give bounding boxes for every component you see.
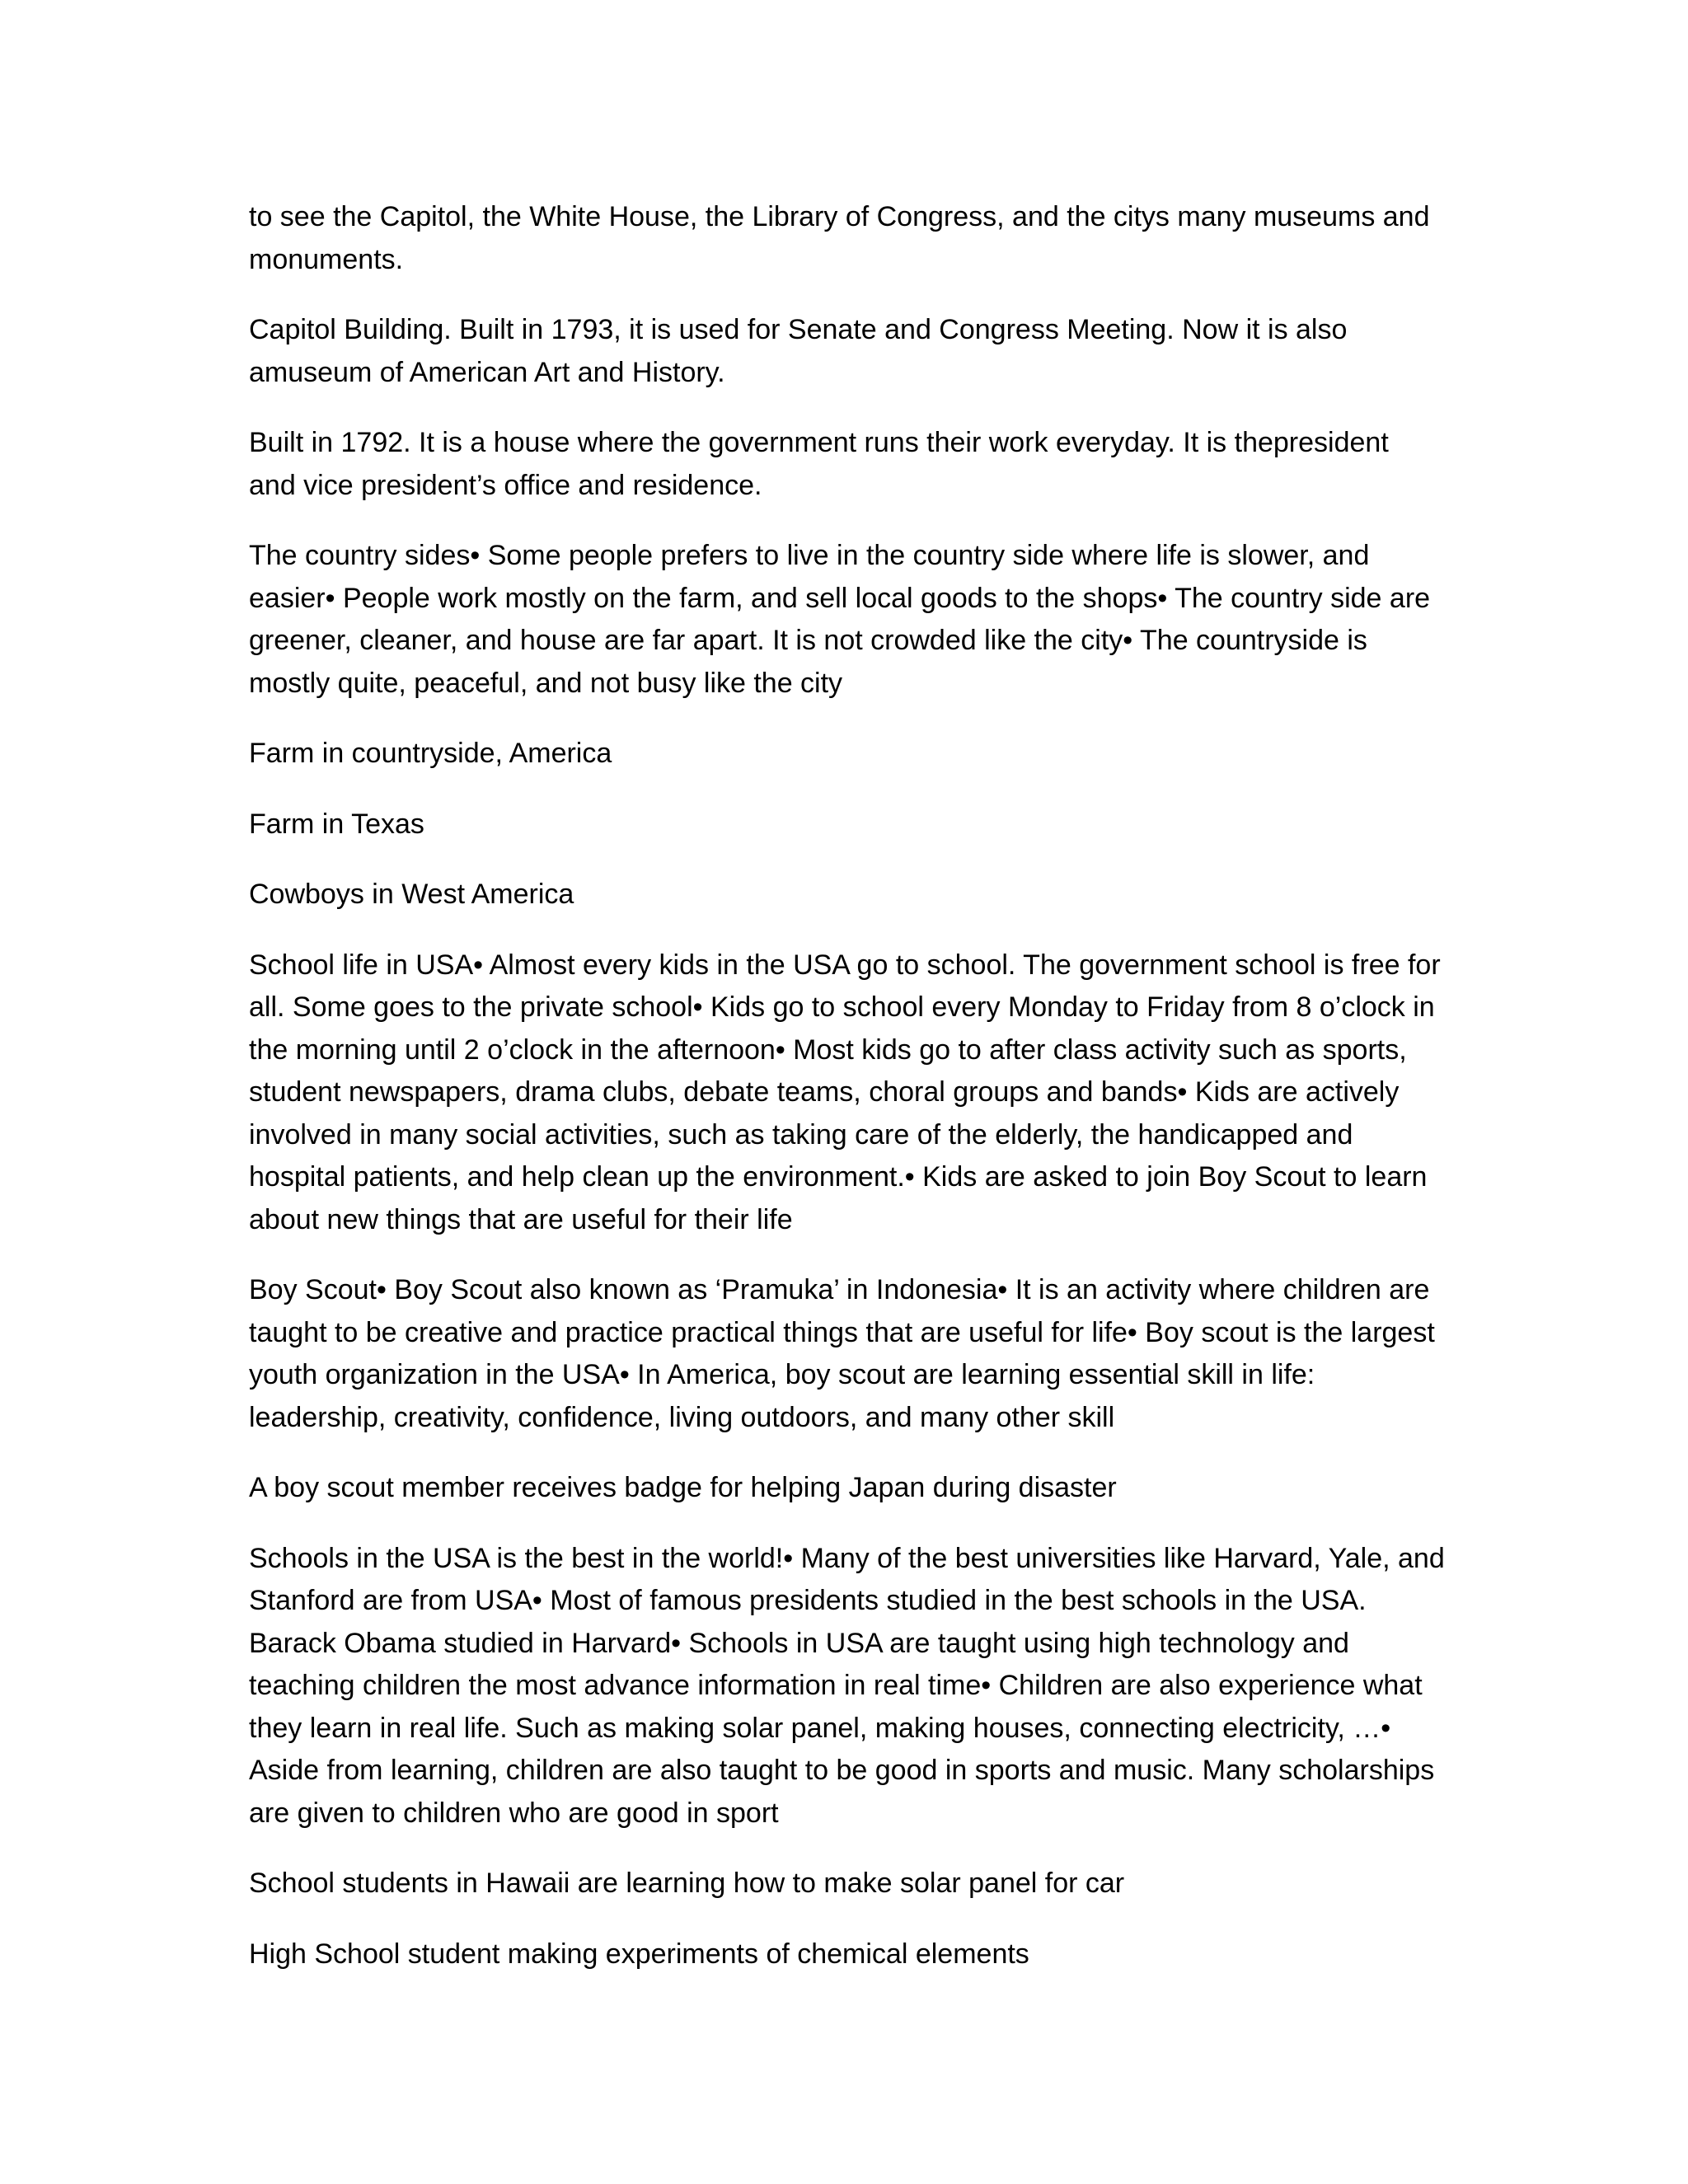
caption-chemical-experiments [249,1933,1452,1976]
paragraph-capitol-visit [249,196,1452,281]
text-line: greener, cleaner, and house are far apart. It is not crowded like the city• The countryside is [249,625,1367,656]
text-line: Cowboys in West America [249,879,574,910]
text-line: youth organization in the USA• In America, boy scout are learning essential skill in life: [249,1359,1315,1390]
text-line: Capitol Building. Built in 1793, it is used for Senate and Congress Meeting. Now it is also [249,314,1348,345]
text-line: student newspapers, drama clubs, debate teams, choral groups and bands• Kids are actively [249,1076,1400,1108]
text-line: about new things that are useful for their life [249,1203,793,1235]
text-line: leadership, creativity, confidence, living outdoors, and many other skill [249,1401,1115,1433]
text-line: School life in USA• Almost every kids in the USA go to school. The government school is free for [249,949,1441,981]
text-line: Barack Obama studied in Harvard• Schools in USA are taught using high technology and [249,1627,1349,1659]
text-line: they learn in real life. Such as making solar panel, making houses, connecting electricity, …• [249,1712,1391,1744]
paragraph-school-life [249,944,1452,1242]
text-line: to see the Capitol, the White House, the Library of Congress, and the citys many museums and [249,201,1430,232]
caption-hawaii-solar [249,1863,1452,1905]
text-line: teaching children the most advance information in real time• Children are also experience what [249,1670,1423,1701]
document-body [249,196,1452,2004]
text-line: Farm in Texas [249,808,424,840]
text-line: Farm in countryside, America [249,738,612,769]
text-line: High School student making experiments of chemical elements [249,1938,1029,1970]
text-line: monuments. [249,243,404,275]
caption-farm-texas [249,804,1452,846]
paragraph-boy-scout [249,1269,1452,1439]
text-line: School students in Hawaii are learning how to make solar panel for car [249,1868,1125,1899]
text-line: amuseum of American Art and History. [249,356,725,388]
text-line: The country sides• Some people prefers to live in the country side where life is slower, and [249,540,1370,571]
text-line: involved in many social activities, such as taking care of the elderly, the handicapped and [249,1118,1353,1151]
paragraph-white-house [249,422,1452,507]
caption-cowboys [249,874,1452,916]
text-line: are given to children who are good in sport [249,1797,779,1829]
text-line: and vice president’s office and residence. [249,469,762,501]
caption-farm-countryside [249,733,1452,776]
text-line: taught to be creative and practice practical things that are useful for life• Boy scout is the largest [249,1316,1435,1348]
text-line: Stanford are from USA• Most of famous presidents studied in the best schools in the USA. [249,1585,1367,1616]
text-line: A boy scout member receives badge for helping Japan during disaster [249,1472,1117,1503]
text-line: Aside from learning, children are also taught to be good in sports and music. Many scholarships [249,1755,1435,1786]
caption-boy-scout-badge [249,1467,1452,1510]
text-line: hospital patients, and help clean up the environment.• Kids are asked to join Boy Scout to learn [249,1161,1428,1193]
text-line: Boy Scout• Boy Scout also known as ‘Pramuka’ in Indonesia• It is an activity where children are [249,1274,1430,1305]
text-line: mostly quite, peaceful, and not busy like the city [249,667,843,699]
paragraph-schools-best [249,1538,1452,1835]
text-line: all. Some goes to the private school• Kids go to school every Monday to Friday from 8 o’clock in [249,991,1435,1023]
text-line: Built in 1792. It is a house where the government runs their work everyday. It is thepresident [249,427,1389,458]
text-line: easier• People work mostly on the farm, and sell local goods to the shops• The country side are [249,582,1431,614]
text-line: the morning until 2 o’clock in the afternoon• Most kids go to after class activity such as sports, [249,1033,1407,1066]
paragraph-country-sides [249,535,1452,705]
paragraph-capitol-building [249,309,1452,394]
text-line: Schools in the USA is the best in the world!• Many of the best universities like Harvard, Yale, and [249,1542,1445,1574]
